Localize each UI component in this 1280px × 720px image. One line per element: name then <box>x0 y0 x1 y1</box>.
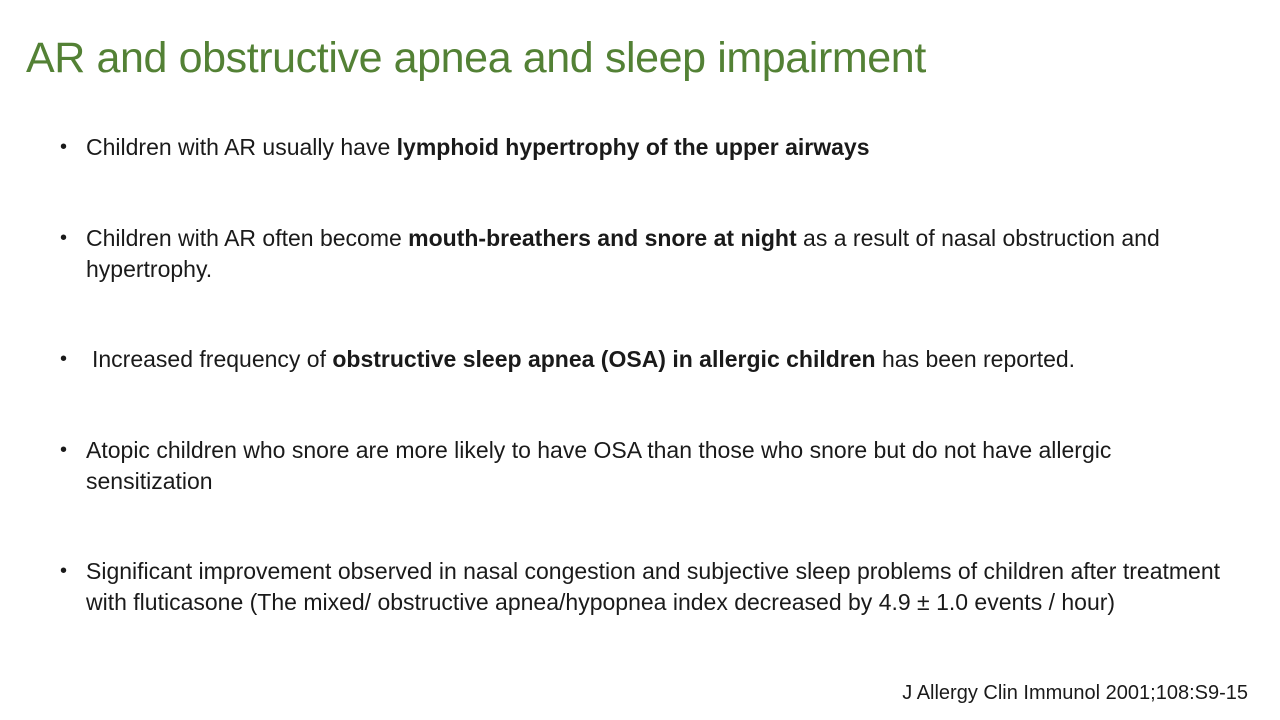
bullet-dot-icon: • <box>60 348 68 370</box>
bullet-dot-icon: • <box>60 136 68 158</box>
bullet-text-segment: Increased frequency of <box>92 346 333 372</box>
bullet-item <box>60 223 1220 285</box>
bullet-text-segment: has been reported. <box>875 346 1076 372</box>
bullet-text <box>86 556 1220 618</box>
bullet-text-bold: obstructive sleep apnea (OSA) in allergic children <box>332 346 876 372</box>
bullet-text-segment: Children with AR usually have <box>86 134 397 160</box>
bullet-dot-icon: • <box>60 227 68 249</box>
bullet-text <box>92 344 1220 375</box>
bullet-dot-icon: • <box>60 560 68 582</box>
bullet-text <box>86 132 1220 163</box>
bullet-text-bold: mouth-breathers and snore at night <box>408 225 797 251</box>
bullet-text-segment: as a result of nasal obstruction and hypertrophy. <box>86 225 1160 282</box>
bullet-dot-icon: • <box>60 439 68 461</box>
bullet-text <box>86 435 1220 497</box>
bullet-item <box>60 132 1220 163</box>
bullet-text-segment: Significant improvement observed in nasal congestion and subjective sleep problems of children after treatment with fluticasone (The mixed/ obstructive apnea/hypopnea index decreased by 4.9 ± 1.0 events / hour) <box>86 558 1221 615</box>
bullet-item <box>60 344 1220 375</box>
bullet-item <box>60 435 1220 497</box>
bullet-text <box>86 223 1220 285</box>
citation: J Allergy Clin Immunol 2001;108:S9-15 <box>902 682 1248 704</box>
bullet-text-segment: Children with AR often become <box>86 225 409 251</box>
bullet-item <box>60 556 1220 618</box>
slide-title: AR and obstructive apnea and sleep impairment <box>26 34 926 82</box>
bullet-text-segment: Atopic children who snore are more likely to have OSA than those who snore but do not have allergic sensitization <box>86 437 1112 494</box>
bullet-text-bold: lymphoid hypertrophy of the upper airways <box>396 134 870 160</box>
